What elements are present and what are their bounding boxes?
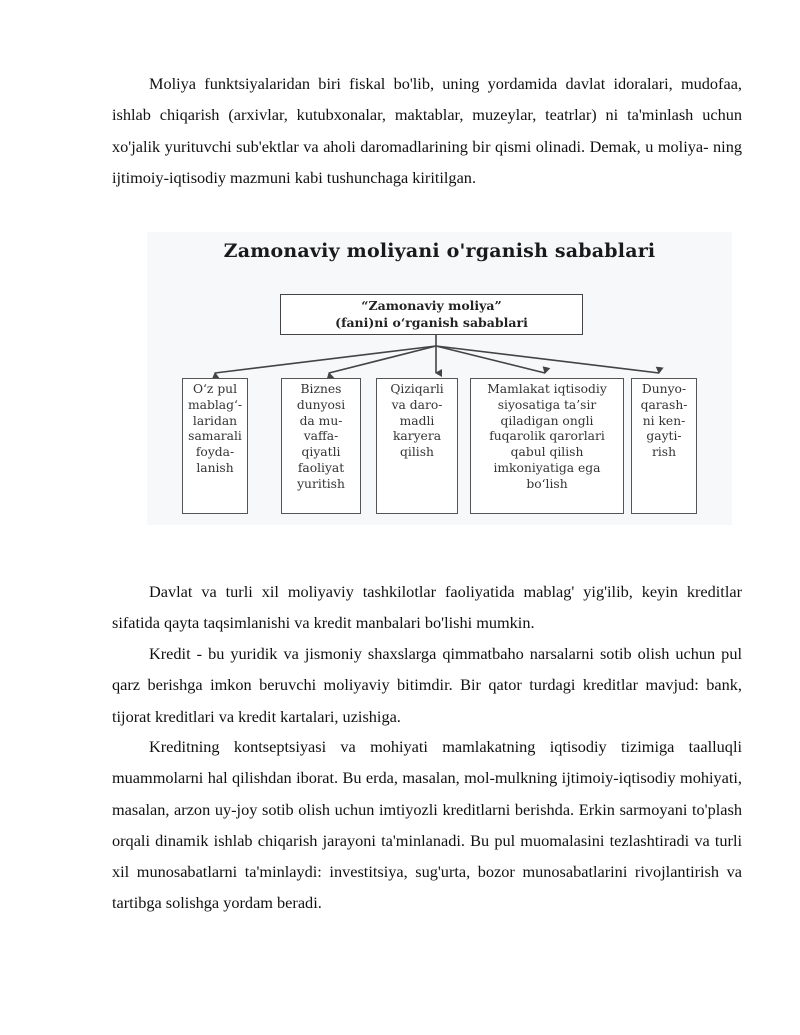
child-4-line: siyosatiga ta’sir bbox=[497, 397, 597, 412]
child-3-line: Qiziqarli bbox=[390, 382, 444, 396]
child-2-line: qiyatli bbox=[301, 445, 341, 460]
child-4-line: Mamlakat iqtisodiy bbox=[487, 382, 607, 396]
diagram-root-line-1: “Zamonaviy moliya” bbox=[361, 298, 502, 313]
paragraph-fiscal-function: Moliya funktsiyalaridan biri fiskal bo'lib, uning yordamida davlat idoralari, mudofaa, ishlab chiqarish (arxivlar, kutubxonalar, maktablar, muzeylar, teatrlar) ni ta'minlash uchun xo'jalik yurituvchi sub'ektlar va aholi daromadlarining bir qismi olinadi. Demak, u moliya- ning ijtimoiy-iqtisodiy mazmuni kabi tushunchaga kiritilgan. bbox=[112, 74, 742, 187]
child-4-line: bo‘lish bbox=[526, 476, 568, 491]
diagram-root-box bbox=[280, 294, 583, 335]
child-5-line: rish bbox=[651, 445, 677, 460]
diagram-child-box-1 bbox=[182, 378, 248, 514]
child-5-line: gayti- bbox=[646, 429, 682, 444]
child-4-line: qiladigan ongli bbox=[500, 413, 594, 428]
paragraph-credit-sources: Davlat va turli xil moliyaviy tashkilotlar faoliyatida mablag' yig'ilib, keyin kreditlar sifatida qayta taqsimlanishi va kredit manbalari bo'lishi mumkin. bbox=[112, 582, 742, 633]
diagram-root-line-2: (fani)ni o‘rganish sabablari bbox=[335, 315, 528, 330]
connector-arrow-2 bbox=[329, 346, 436, 373]
child-3-line: madli bbox=[399, 413, 435, 428]
child-3-line: karyera bbox=[392, 429, 442, 444]
child-2-line: dunyosi bbox=[296, 397, 346, 412]
child-1-line: laridan bbox=[192, 413, 238, 428]
diagram-child-box-2 bbox=[281, 378, 361, 514]
child-5-line: qarash- bbox=[640, 397, 688, 412]
connector-arrow-4 bbox=[436, 346, 545, 373]
child-3-line: qilish bbox=[400, 445, 434, 460]
connector-arrow-5 bbox=[436, 346, 659, 373]
child-2-line: faoliyat bbox=[297, 460, 345, 475]
diagram-figure bbox=[147, 232, 732, 525]
child-1-line: foyda- bbox=[195, 445, 235, 460]
child-4-line: qabul qilish bbox=[510, 445, 584, 460]
child-4-line: imkoniyatiga ega bbox=[493, 460, 601, 475]
child-1-line: mablag‘- bbox=[187, 397, 243, 412]
child-1-line: O‘z pul bbox=[192, 382, 238, 396]
diagram-child-box-4 bbox=[470, 378, 624, 514]
paragraph-credit-concept: Kreditning kontseptsiyasi va mohiyati mamlakatning iqtisodiy tizimiga taalluqli muammolarni hal qilishdan iborat. Bu erda, masalan, mol-mulkning ijtimoiy-iqtisodiy mohiyati, masalan, arzon uy-joy sotib olish uchun imtiyozli kreditlarni berishda. Erkin sarmoyani to'plash orqali dinamik ishlab chiqarish jarayoni ta'minlanadi. Bu pul muomalasini tezlashtiradi va turli xil munosabatlarni ta'minlaydi: investitsiya, sug'urta, bozor munosabatlarini rivojlantirish va tartibga solishga yordam beradi. bbox=[112, 737, 742, 913]
paragraph-credit-definition: Kredit - bu yuridik va jismoniy shaxslarga qimmatbaho narsalarni sotib olish uchun pul qarz berishga imkon beruvchi moliyaviy bitimdir. Bir qator turdagi kreditlar mavjud: bank, tijorat kreditlari va kredit kartalari, uzishiga. bbox=[112, 644, 742, 726]
diagram-child-box-5 bbox=[631, 378, 697, 514]
child-3-line: va daro- bbox=[391, 397, 443, 412]
child-1-line: samarali bbox=[188, 429, 242, 444]
child-4-line: fuqarolik qarorlari bbox=[489, 429, 605, 444]
child-2-line: da mu- bbox=[299, 413, 343, 428]
child-2-line: yuritish bbox=[297, 476, 345, 491]
diagram-title: Zamonaviy moliyani o'rganish sabablari bbox=[223, 240, 656, 262]
child-1-line: lanish bbox=[196, 460, 234, 475]
connector-arrow-1 bbox=[215, 346, 436, 373]
child-2-line: vaffa- bbox=[303, 429, 339, 444]
child-5-line: ni ken- bbox=[642, 413, 686, 428]
diagram-child-box-3 bbox=[376, 378, 458, 514]
child-2-line: Biznes bbox=[300, 382, 342, 396]
child-5-line: Dunyo- bbox=[641, 382, 687, 396]
